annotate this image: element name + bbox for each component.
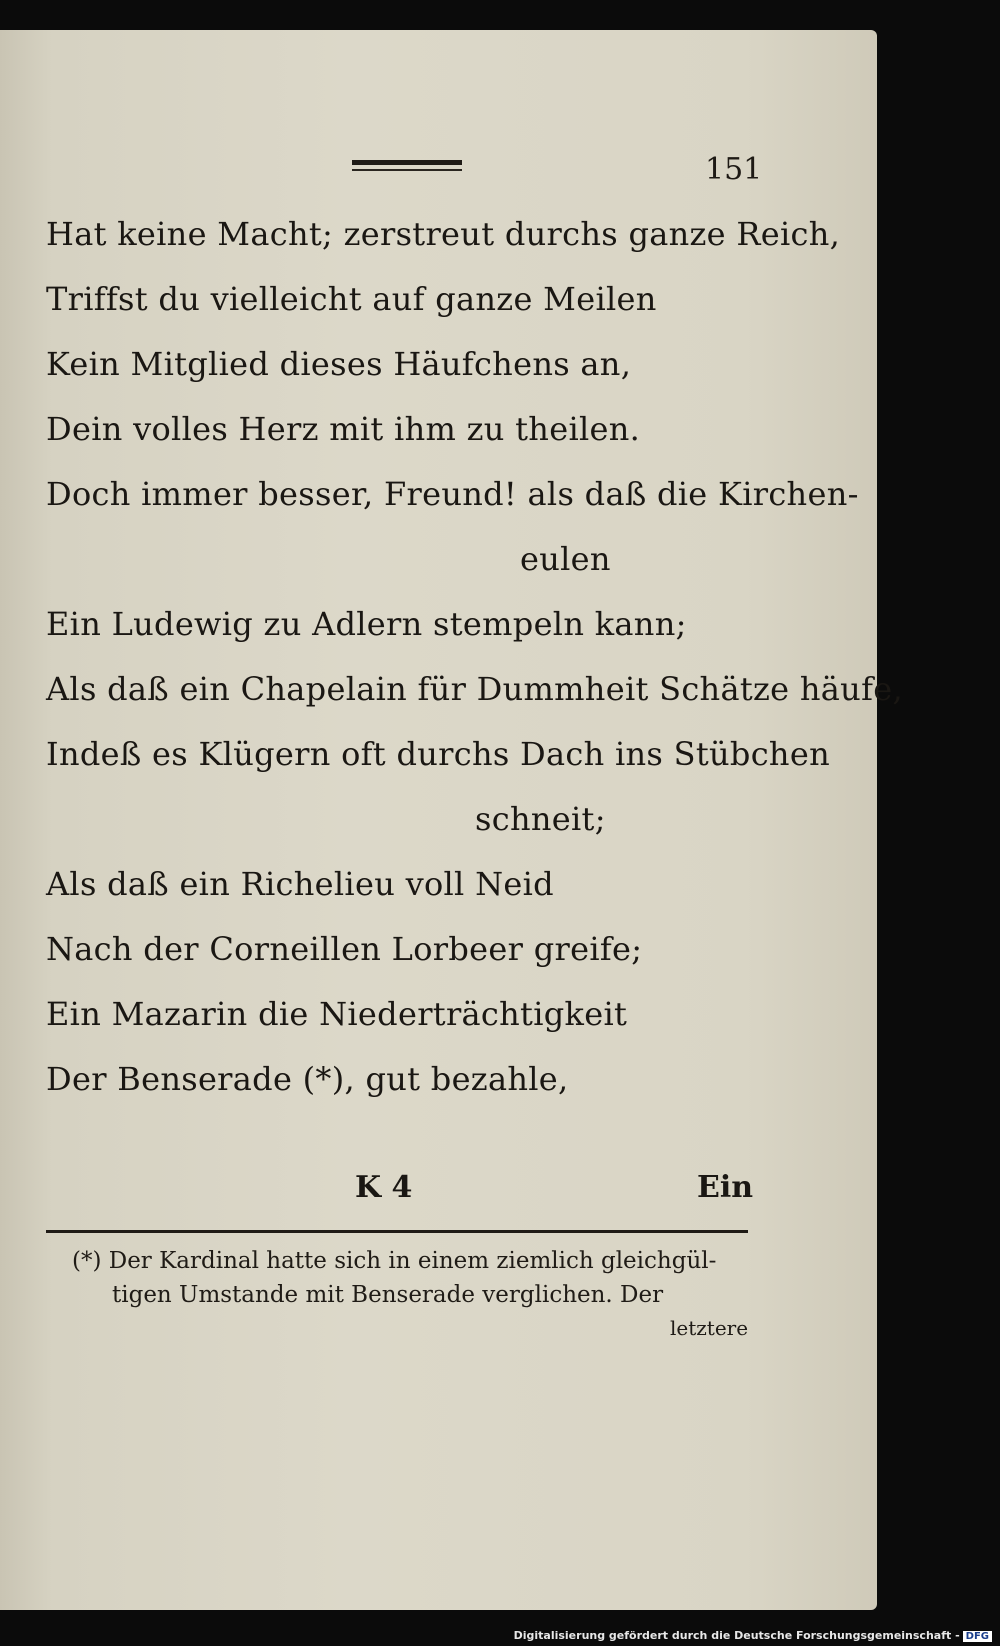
text-line: Ein Mazarin die Niederträchtigkeit xyxy=(46,995,628,1033)
text-line: Der Benserade (*), gut bezahle, xyxy=(46,1060,569,1098)
text-line: Kein Mitglied dieses Häufchens an, xyxy=(46,345,632,383)
digitization-credit xyxy=(514,1629,992,1642)
dfg-logo: DFG xyxy=(963,1631,992,1642)
footnote-rule xyxy=(46,1230,748,1233)
text-line: Ein Ludewig zu Adlern stempeln kann; xyxy=(46,605,687,643)
text-line: Als daß ein Richelieu voll Neid xyxy=(46,865,554,903)
footnote-line: tigen Umstande mit Benserade verglichen. Der xyxy=(112,1282,664,1308)
text-line-continuation: eulen xyxy=(520,540,611,578)
text-line: Doch immer besser, Freund! als daß die Kirchen- xyxy=(46,475,859,513)
credit-text: Digitalisierung gefördert durch die Deutsche Forschungsgemeinschaft - xyxy=(513,1629,960,1642)
text-line: Hat keine Macht; zerstreut durchs ganze Reich, xyxy=(46,215,841,253)
signature-mark: K 4 xyxy=(355,1170,413,1205)
footnote-line: (*) Der Kardinal hatte sich in einem ziemlich gleichgül- xyxy=(72,1248,717,1274)
book-page xyxy=(0,30,903,1610)
footnote-line: letztere xyxy=(670,1316,749,1340)
text-line: Triffst du vielleicht auf ganze Meilen xyxy=(46,280,657,318)
catchword: Ein xyxy=(697,1170,754,1205)
text-line: Indeß es Klügern oft durchs Dach ins Stübchen xyxy=(46,735,830,773)
header-ornament-rule xyxy=(352,160,462,172)
text-line-continuation: schneit; xyxy=(475,800,606,838)
text-line: Nach der Corneillen Lorbeer greife; xyxy=(46,930,643,968)
text-line: Als daß ein Chapelain für Dummheit Schätze häufe, xyxy=(46,670,903,708)
page-number: 151 xyxy=(705,152,763,187)
text-line: Dein volles Herz mit ihm zu theilen. xyxy=(46,410,641,448)
